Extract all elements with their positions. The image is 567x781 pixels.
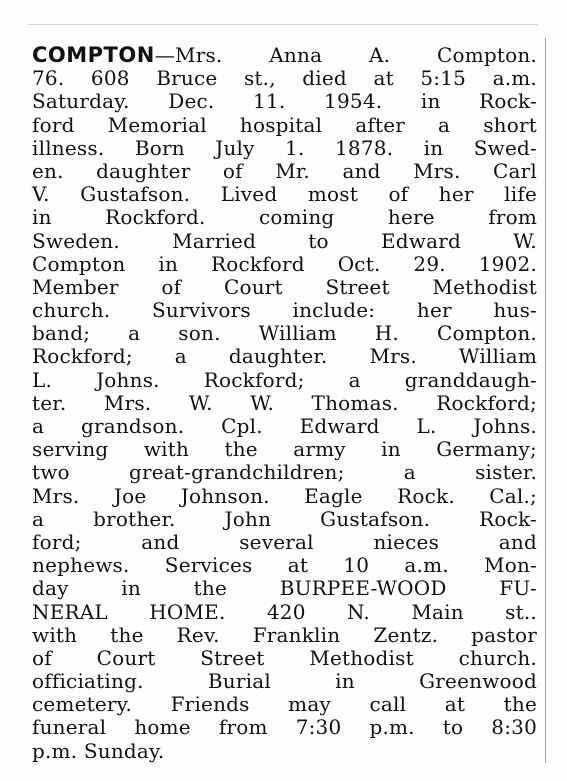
obituary-line: funeral home from 7:30 p.m. to 8:30 [32, 715, 537, 740]
obituary-line: ford Memorial hospital after a short [32, 112, 537, 137]
obituary-surname: COMPTON [32, 43, 155, 67]
obituary-line: 76. 608 Bruce st., died at 5:15 a.m. [32, 66, 537, 91]
column-divider-rule [545, 38, 546, 763]
obituary-line: Member of Court Street Methodist [32, 274, 537, 299]
obituary-line: Saturday. Dec. 11. 1954. in Rock- [32, 89, 537, 114]
obituary-notice [32, 44, 537, 763]
obituary-line: of Court Street Methodist church. [32, 645, 537, 670]
obituary-line: Mrs. Joe Johnson. Eagle Rock. Cal.; [32, 483, 537, 508]
obituary-line: nephews. Services at 10 a.m. Mon- [32, 553, 537, 578]
column-top-rule [28, 24, 538, 25]
obituary-line: ford; and several nieces and [32, 529, 537, 554]
obituary-line: a brother. John Gustafson. Rock- [32, 506, 537, 531]
obituary-line: p.m. Sunday. [32, 738, 165, 763]
obituary-line: V. Gustafson. Lived most of her life [32, 182, 537, 207]
obituary-line: cemetery. Friends may call at the [32, 692, 537, 717]
obituary-line: day in the BURPEE-WOOD FU- [32, 576, 537, 601]
obituary-line: Rockford; a daughter. Mrs. William [32, 344, 537, 369]
obituary-line: NERAL HOME. 420 N. Main st.. [32, 599, 537, 624]
obituary-line: band; a son. William H. Compton. [32, 321, 537, 346]
obituary-line: Compton in Rockford Oct. 29. 1902. [32, 251, 537, 276]
obituary-line: ter. Mrs. W. W. Thomas. Rockford; [32, 390, 537, 415]
obituary-line: en. daughter of Mr. and Mrs. Carl [32, 158, 537, 183]
obituary-line: two great-grandchildren; a sister. [32, 460, 537, 485]
obituary-line: L. Johns. Rockford; a granddaugh- [32, 367, 537, 392]
obituary-line: serving with the army in Germany; [32, 437, 537, 462]
obituary-line: in Rockford. coming here from [32, 205, 537, 230]
obituary-line: officiating. Burial in Greenwood [32, 669, 537, 694]
obituary-line: Sweden. Married to Edward W. [32, 228, 537, 253]
obituary-line: a grandson. Cpl. Edward L. Johns. [32, 414, 537, 438]
obituary-line-text: —Mrs. Anna A. Compton. [154, 43, 537, 67]
obituary-line-1 [32, 44, 537, 67]
obituary-line: with the Rev. Franklin Zentz. pastor [32, 622, 537, 647]
obituary-line: illness. Born July 1. 1878. in Swed- [32, 135, 537, 160]
obituary-line: church. Survivors include: her hus- [32, 298, 537, 323]
